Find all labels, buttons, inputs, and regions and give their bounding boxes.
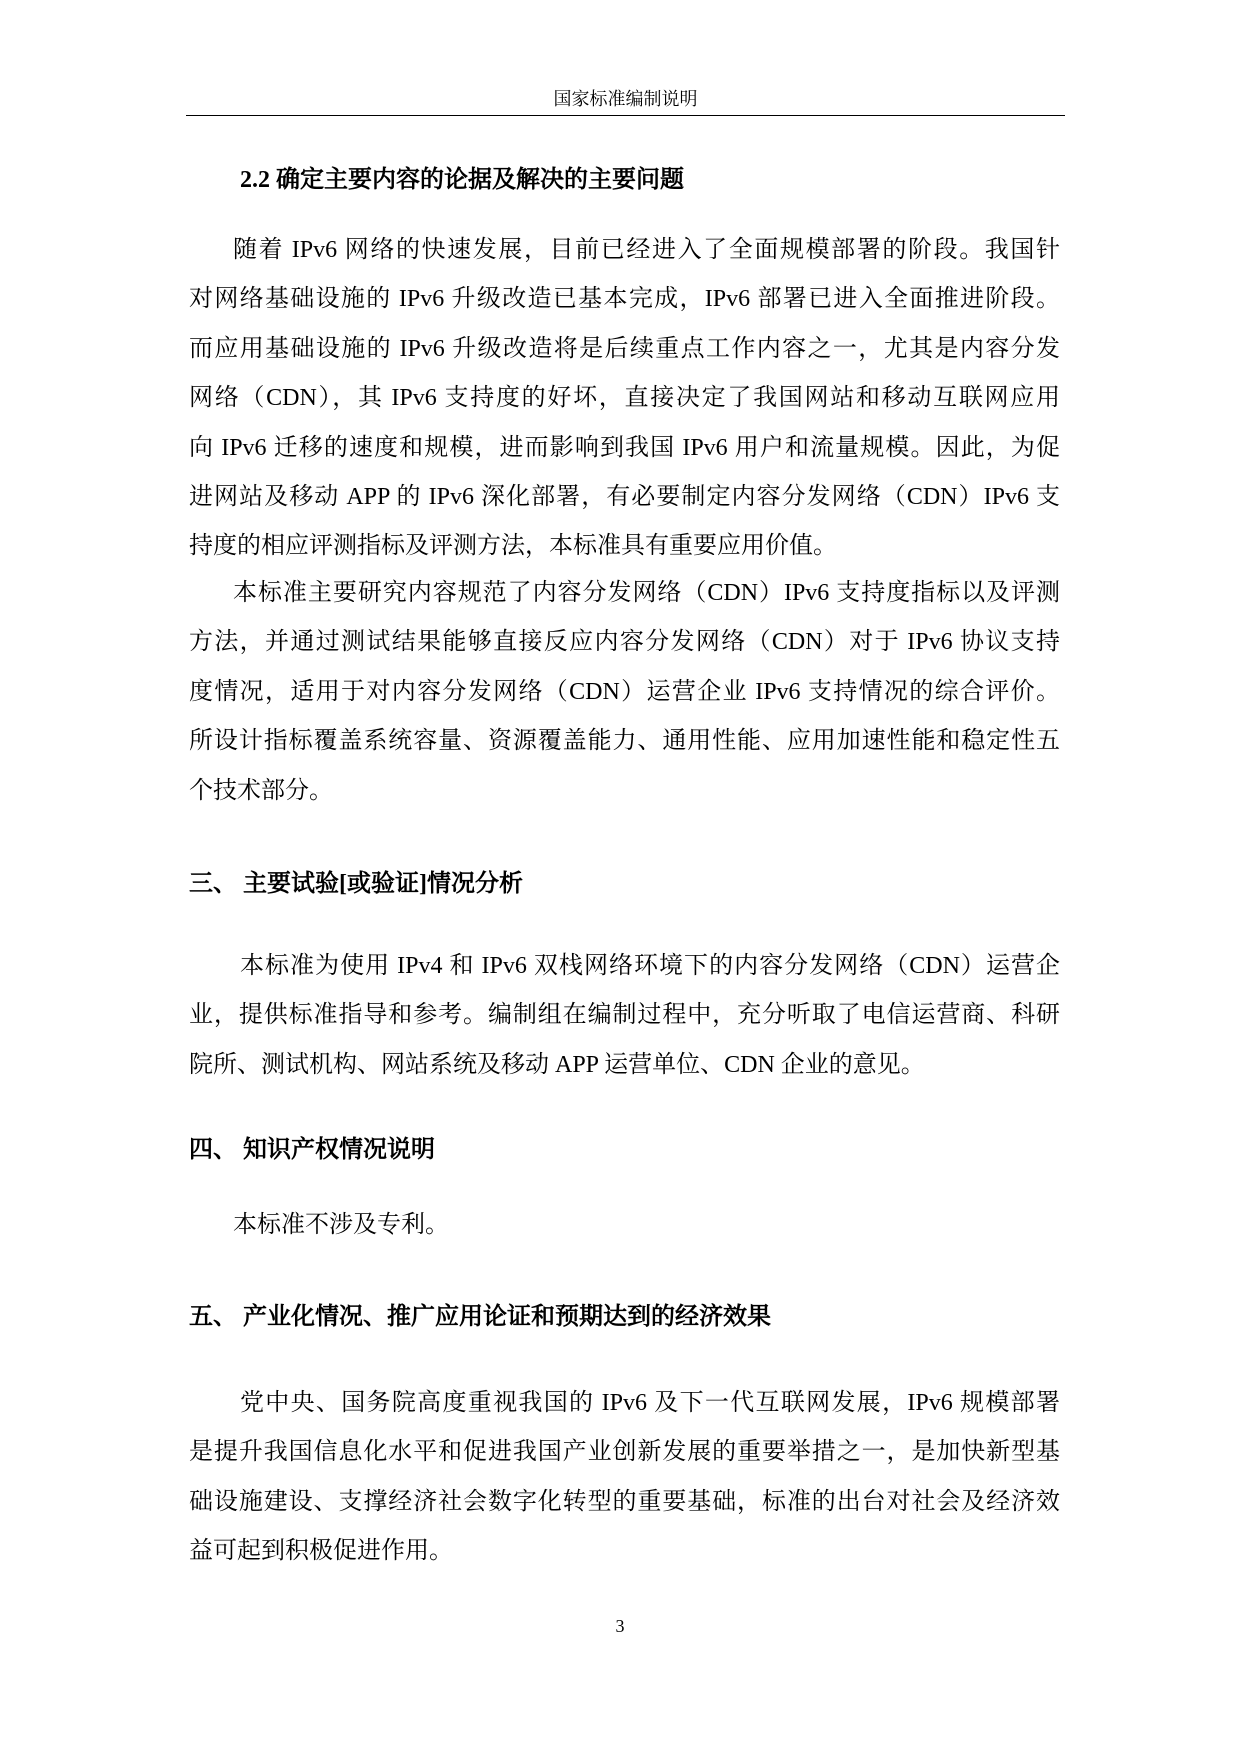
paragraph-line: 进网站及移动 APP 的 IPv6 深化部署，有必要制定内容分发网络（CDN）IPv6 支: [189, 483, 1060, 510]
paragraph: [189, 942, 1060, 1090]
page-number: 3: [615, 1616, 625, 1636]
paragraph: [189, 1201, 1060, 1250]
paragraph-line: 是提升我国信息化水平和促进我国产业创新发展的重要举措之一，是加快新型基: [189, 1439, 1060, 1466]
paragraph-line: 所设计指标覆盖系统容量、资源覆盖能力、通用性能、应用加速性能和稳定性五: [189, 728, 1060, 755]
paragraph: [189, 1379, 1060, 1577]
paragraph-line: 个技术部分。: [189, 777, 333, 804]
paragraph-line: 党中央、国务院高度重视我国的 IPv6 及下一代互联网发展，IPv6 规模部署: [240, 1390, 1060, 1416]
paragraph: [189, 226, 1060, 572]
paragraph-line: 本标准不涉及专利。: [233, 1212, 449, 1238]
page-header-title: 国家标准编制说明: [553, 89, 698, 109]
section-heading-3: 三、 主要试验[或验证]情况分析: [189, 871, 523, 897]
section-heading-5: 五、 产业化情况、推广应用论证和预期达到的经济效果: [189, 1304, 771, 1330]
paragraph-line: 向 IPv6 迁移的速度和规模，进而影响到我国 IPv6 用户和流量规模。因此，为促: [189, 434, 1060, 461]
paragraph-line: 方法，并通过测试结果能够直接反应内容分发网络（CDN）对于 IPv6 协议支持: [189, 629, 1060, 656]
section-heading-2-2: 2.2 确定主要内容的论据及解决的主要问题: [240, 167, 684, 193]
paragraph-line: 益可起到积极促进作用。: [189, 1538, 453, 1565]
paragraph-line: 而应用基础设施的 IPv6 升级改造将是后续重点工作内容之一，尤其是内容分发: [189, 335, 1060, 362]
paragraph-line: 本标准主要研究内容规范了内容分发网络（CDN）IPv6 支持度指标以及评测: [233, 580, 1060, 606]
paragraph: [189, 569, 1060, 816]
paragraph-line: 持度的相应评测指标及评测方法，本标准具有重要应用价值。: [189, 533, 837, 560]
paragraph-line: 业，提供标准指导和参考。编制组在编制过程中，充分听取了电信运营商、科研: [189, 1002, 1060, 1029]
section-heading-4: 四、 知识产权情况说明: [189, 1137, 435, 1163]
paragraph-line: 本标准为使用 IPv4 和 IPv6 双栈网络环境下的内容分发网络（CDN）运营企: [240, 953, 1060, 979]
paragraph-line: 院所、测试机构、网站系统及移动 APP 运营单位、CDN 企业的意见。: [189, 1051, 925, 1078]
paragraph-line: 网络（CDN），其 IPv6 支持度的好坏，直接决定了我国网站和移动互联网应用: [189, 385, 1060, 412]
paragraph-line: 础设施建设、支撑经济社会数字化转型的重要基础，标准的出台对社会及经济效: [189, 1488, 1060, 1515]
paragraph-line: 对网络基础设施的 IPv6 升级改造已基本完成，IPv6 部署已进入全面推进阶段。: [189, 286, 1060, 313]
paragraph-line: 随着 IPv6 网络的快速发展，目前已经进入了全面规模部署的阶段。我国针: [233, 237, 1060, 263]
paragraph-line: 度情况，适用于对内容分发网络（CDN）运营企业 IPv6 支持情况的综合评价。: [189, 678, 1060, 705]
header-rule: [186, 115, 1065, 116]
